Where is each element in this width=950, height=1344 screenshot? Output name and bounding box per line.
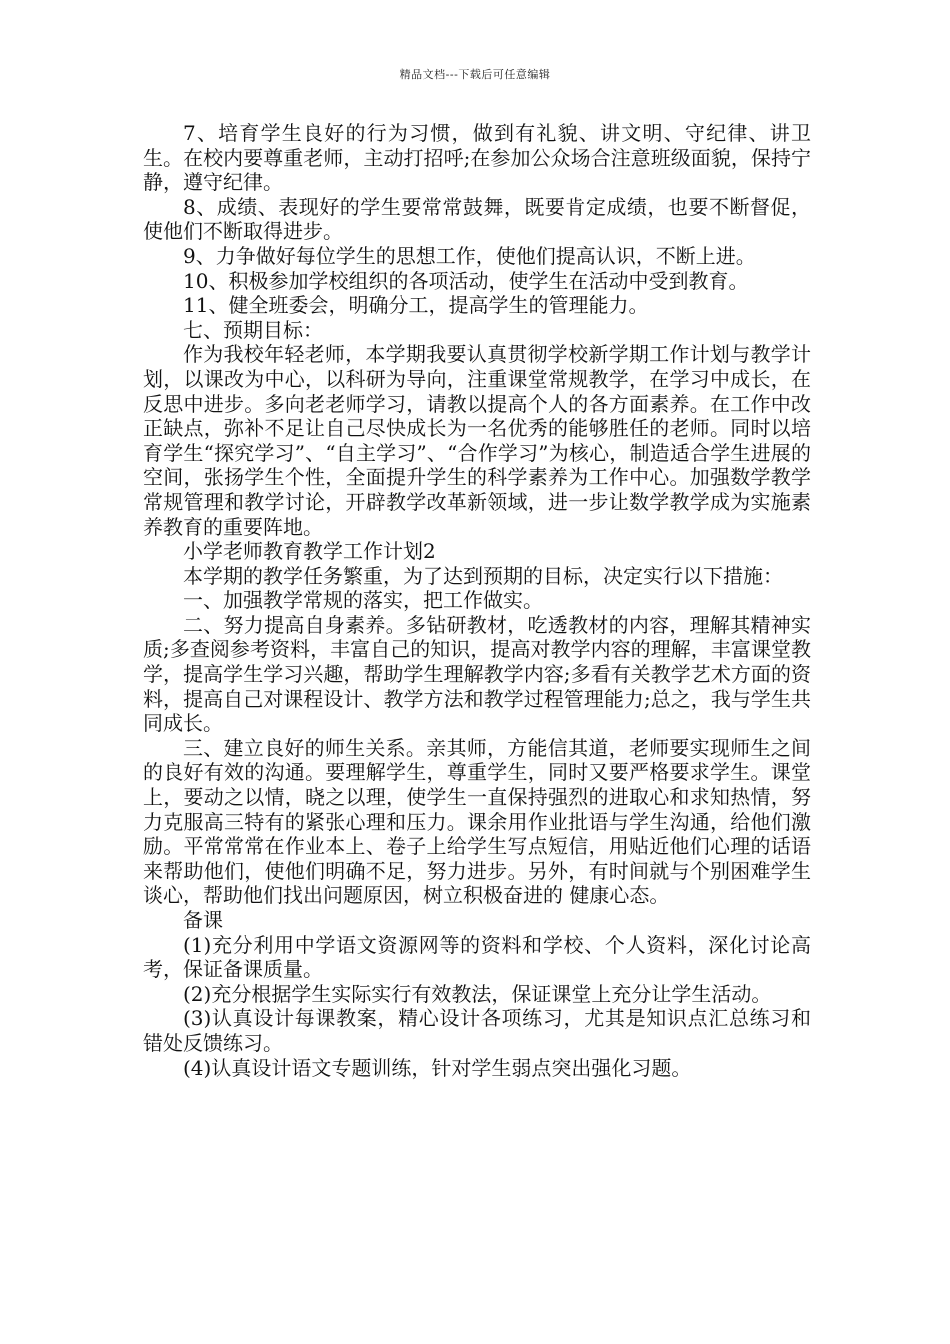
section-title-plan-2: 小学老师教育教学工作计划2	[183, 539, 436, 564]
paragraph-prep-1: (1)充分利用中学语文资源网等的资料和学校、个人资料，深化讨论高考，保证备课质量。	[143, 932, 811, 982]
paragraph-prep-4: (4)认真设计语文专题训练，针对学生弱点突出强化习题。	[183, 1055, 692, 1080]
paragraph-prep-2: (2)充分根据学生实际实行有效教法，保证课堂上充分让学生活动。	[183, 981, 772, 1006]
paragraph-measure-2: 二、努力提高自身素养。多钻研教材，吃透教材的内容，理解其精神实质;多查阅参考资料，丰富自己的知识，提高对教学内容的理解，丰富课堂教学，提高学生学习兴趣，帮助学生理解教学内容;多看有关教学艺术方面的资料，提高自己对课程设计、教学方法和教学过程管理能力;总之，我与学生共同成长。	[143, 612, 811, 736]
paragraph-measure-3: 三、建立良好的师生关系。亲其师，方能信其道，老师要实现师生之间的良好有效的沟通。要理解学生，尊重学生，同时又要严格要求学生。课堂上，要动之以情，晓之以理，使学生一直保持强烈的进取心和求知热情，努力克服高三特有的紧张心理和压力。课余用作业批语与学生沟通，给他们激励。平常常常在作业本上、卷子上给学生写点短信，用贴近他们心理的话语来帮助他们，使他们明确不足，努力进步。另外，有时间就与个别困难学生谈心，帮助他们找出问题原因，树立积极奋进的 健康心态。	[143, 735, 811, 908]
paragraph-item-7: 7、培育学生良好的行为习惯，做到有礼貌、讲文明、守纪律、讲卫生。在校内要尊重老师，主动打招呼;在参加公众场合注意班级面貌，保持宁静，遵守纪律。	[143, 121, 811, 195]
paragraph-expected-goals: 作为我校年轻老师，本学期我要认真贯彻学校新学期工作计划与教学计划，以课改为中心，以科研为导向，注重课堂常规教学，在学习中成长，在反思中进步。多向老老师学习，请教以提高个人的各方面素养。在工作中改正缺点，弥补不足让自己尽快成长为一名优秀的能够胜任的老师。同时以培育学生“探究学习”、“自主学习”、“合作学习”为核心，制造适合学生进展的空间，张扬学生个性，全面提升学生的科学素养为工作中心。加强数学教学常规管理和教学讨论，开辟教学改革新领域，进一步让数学教学成为实施素养教育的重要阵地。	[143, 342, 811, 539]
paragraph-intro-plan-2: 本学期的教学任务繁重，为了达到预期的目标，决定实行以下措施：	[183, 563, 783, 588]
paragraph-item-9: 9、力争做好每位学生的思想工作，使他们提高认识，不断上进。	[183, 243, 756, 268]
document-body	[143, 121, 811, 1080]
section-heading-expected-goals: 七、预期目标：	[183, 317, 323, 342]
paragraph-prep-3: (3)认真设计每课教案，精心设计各项练习，尤其是知识点汇总练习和错处反馈练习。	[143, 1006, 811, 1055]
paragraph-item-8: 8、成绩、表现好的学生要常常鼓舞，既要肯定成绩，也要不断督促，使他们不断取得进步。	[143, 194, 811, 244]
subheading-lesson-prep: 备课	[183, 908, 223, 932]
page-header: 精品文档---下载后可任意编辑	[399, 68, 551, 81]
paragraph-item-11: 11、健全班委会，明确分工，提高学生的管理能力。	[183, 293, 649, 318]
paragraph-item-10: 10、积极参加学校组织的各项活动，使学生在活动中受到教育。	[183, 268, 749, 293]
paragraph-measure-1: 一、加强教学常规的落实，把工作做实。	[183, 588, 543, 613]
